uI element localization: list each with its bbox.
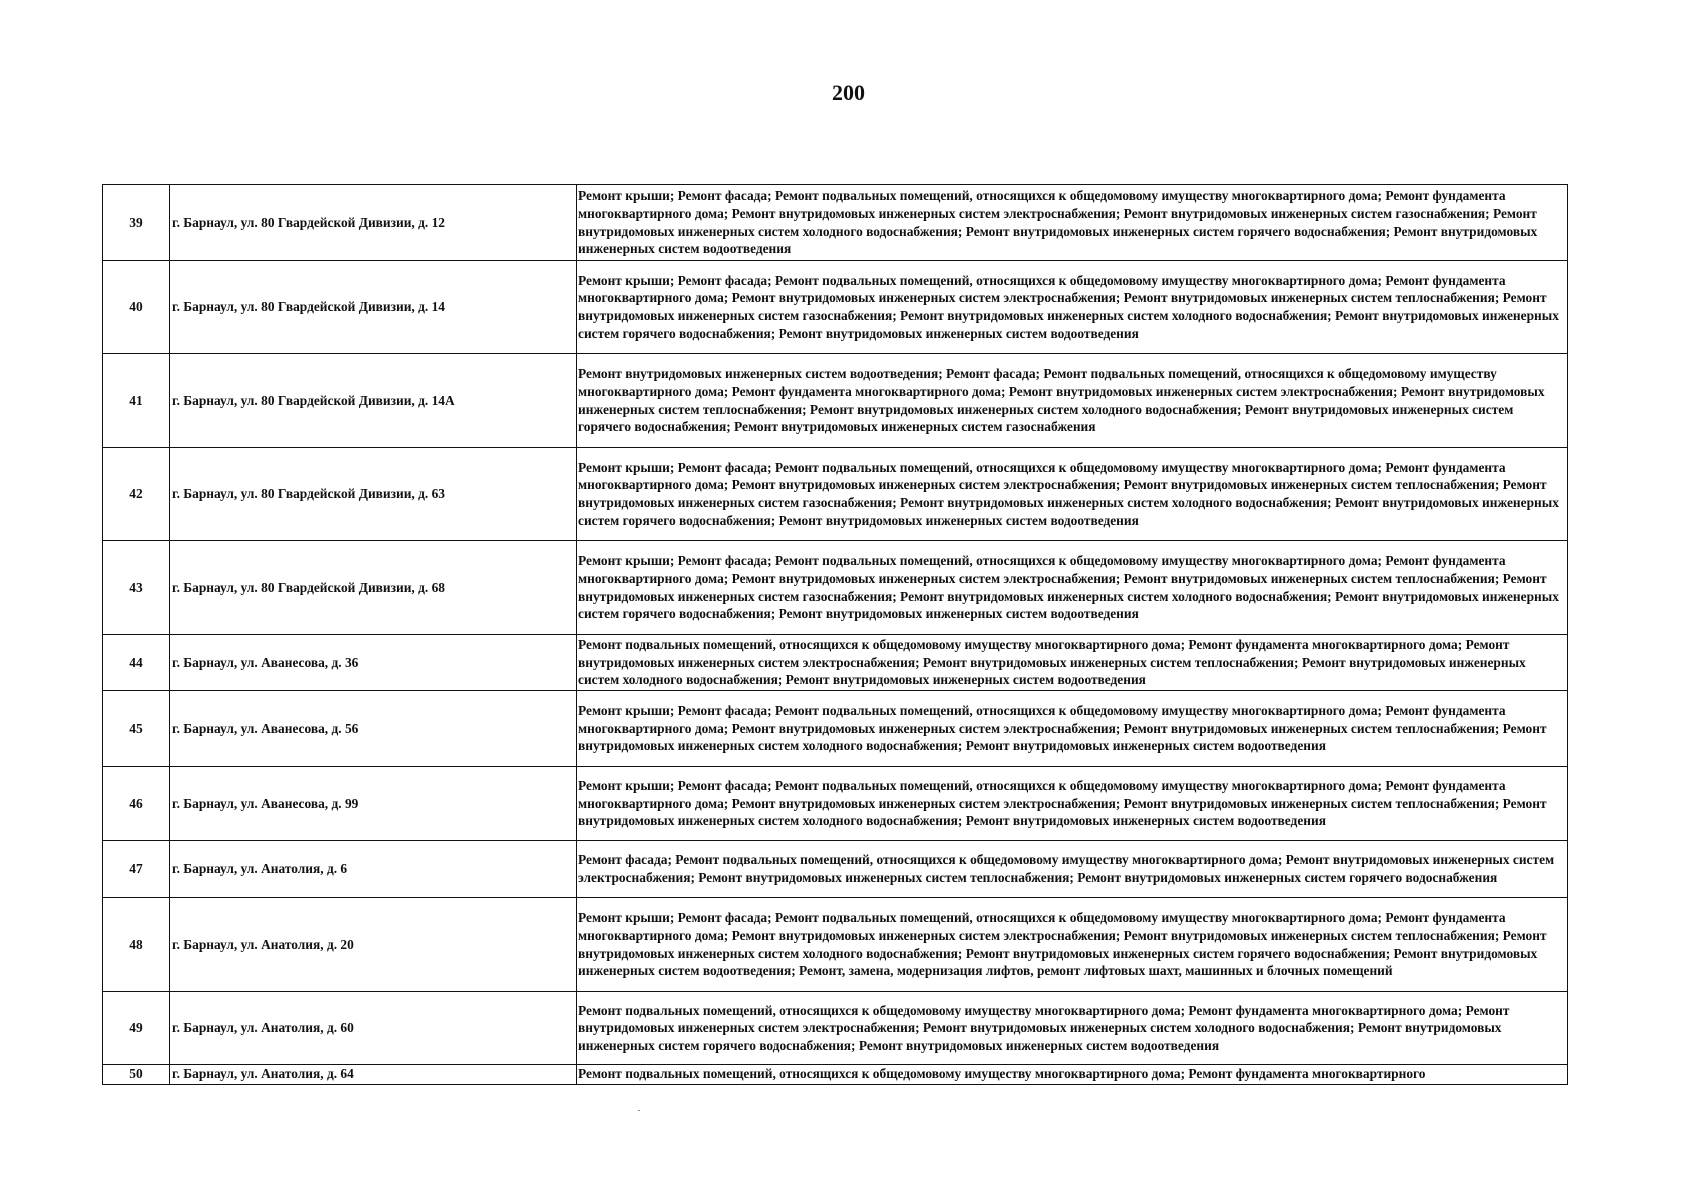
row-works: Ремонт фасада; Ремонт подвальных помещений, относящихся к общедомовому имуществу многоквартирного дома; Ремонт внутридомовых инженерных систем электроснабжения; Ремонт внутридомовых инженерных систем теплоснабжения; Ремонт внутридомовых инженерных систем горячего водоснабжения (578, 852, 1555, 885)
row-number: 50 (103, 1065, 170, 1085)
row-number: 47 (103, 841, 170, 898)
row-works-cell (577, 691, 1568, 767)
row-address: г. Барнаул, ул. 80 Гвардейской Дивизии, д. 14А (170, 354, 577, 448)
row-works: Ремонт подвальных помещений, относящихся к общедомовому имуществу многоквартирного дома; Ремонт фундамента многоквартирного дома; Ремонт внутридомовых инженерных систем электроснабжения; Ремонт внутридомовых инженерных систем теплоснабжения; Ремонт внутридомовых инженерных систем холодного водоснабжения; Ремонт внутридомовых инженерных систем водоотведения (578, 637, 1526, 688)
row-number: 39 (103, 185, 170, 261)
table-row (103, 1065, 1568, 1085)
row-works-cell (577, 261, 1568, 354)
row-address: г. Барнаул, ул. Аванесова, д. 99 (170, 767, 577, 841)
row-works-cell (577, 841, 1568, 898)
row-number: 48 (103, 898, 170, 992)
row-works-cell (577, 1065, 1568, 1085)
row-address: г. Барнаул, ул. 80 Гвардейской Дивизии, д. 68 (170, 541, 577, 635)
row-works: Ремонт крыши; Ремонт фасада; Ремонт подвальных помещений, относящихся к общедомовому имуществу многоквартирного дома; Ремонт фундамента многоквартирного дома; Ремонт внутридомовых инженерных систем электроснабжения; Ремонт внутридомовых инженерных систем газоснабжения; Ремонт внутридомовых инженерных систем холодного водоснабжения; Ремонт внутридомовых инженерных систем горячего водоснабжения; Ремонт внутридомовых инженерных систем водоотведения (578, 188, 1538, 257)
row-works: Ремонт подвальных помещений, относящихся к общедомовому имуществу многоквартирного дома; Ремонт фундамента многоквартирного (578, 1066, 1426, 1081)
scan-speck (638, 1110, 640, 1111)
row-address: г. Барнаул, ул. Анатолия, д. 20 (170, 898, 577, 992)
row-works: Ремонт внутридомовых инженерных систем водоотведения; Ремонт фасада; Ремонт подвальных помещений, относящихся к общедомовому имуществу многоквартирного дома; Ремонт фундамента многоквартирного дома; Ремонт внутридомовых инженерных систем электроснабжения; Ремонт внутридомовых инженерных систем теплоснабжения; Ремонт внутридомовых инженерных систем холодного водоснабжения; Ремонт внутридомовых инженерных систем горячего водоснабжения; Ремонт внутридомовых инженерных систем газоснабжения (578, 366, 1545, 435)
repair-works-table (102, 184, 1568, 1085)
page-number: 200 (832, 80, 865, 105)
row-works-cell (577, 635, 1568, 691)
table-row (103, 185, 1568, 261)
row-number: 41 (103, 354, 170, 448)
table-row (103, 841, 1568, 898)
row-works-cell (577, 448, 1568, 541)
table-row (103, 767, 1568, 841)
row-address: г. Барнаул, ул. 80 Гвардейской Дивизии, д. 63 (170, 448, 577, 541)
row-works: Ремонт крыши; Ремонт фасада; Ремонт подвальных помещений, относящихся к общедомовому имуществу многоквартирного дома; Ремонт фундамента многоквартирного дома; Ремонт внутридомовых инженерных систем электроснабжения; Ремонт внутридомовых инженерных систем теплоснабжения; Ремонт внутридомовых инженерных систем холодного водоснабжения; Ремонт внутридомовых инженерных систем водоотведения (578, 778, 1547, 829)
table-row (103, 898, 1568, 992)
row-works: Ремонт крыши; Ремонт фасада; Ремонт подвальных помещений, относящихся к общедомовому имуществу многоквартирного дома; Ремонт фундамента многоквартирного дома; Ремонт внутридомовых инженерных систем электроснабжения; Ремонт внутридомовых инженерных систем теплоснабжения; Ремонт внутридомовых инженерных систем холодного водоснабжения; Ремонт внутридомовых инженерных систем горячего водоснабжения; Ремонт внутридомовых инженерных систем водоотведения; Ремонт, замена, модернизация лифтов, ремонт лифтовых шахт, машинных и блочных помещений (578, 910, 1547, 979)
table-row (103, 541, 1568, 635)
table-body (103, 185, 1568, 1085)
table-row (103, 261, 1568, 354)
row-number: 44 (103, 635, 170, 691)
row-works: Ремонт крыши; Ремонт фасада; Ремонт подвальных помещений, относящихся к общедомовому имуществу многоквартирного дома; Ремонт фундамента многоквартирного дома; Ремонт внутридомовых инженерных систем электроснабжения; Ремонт внутридомовых инженерных систем теплоснабжения; Ремонт внутридомовых инженерных систем газоснабжения; Ремонт внутридомовых инженерных систем холодного водоснабжения; Ремонт внутридомовых инженерных систем горячего водоснабжения; Ремонт внутридомовых инженерных систем водоотведения (578, 272, 1559, 341)
row-address: г. Барнаул, ул. Анатолия, д. 6 (170, 841, 577, 898)
table-row (103, 635, 1568, 691)
row-works: Ремонт крыши; Ремонт фасада; Ремонт подвальных помещений, относящихся к общедомовому имуществу многоквартирного дома; Ремонт фундамента многоквартирного дома; Ремонт внутридомовых инженерных систем электроснабжения; Ремонт внутридомовых инженерных систем теплоснабжения; Ремонт внутридомовых инженерных систем газоснабжения; Ремонт внутридомовых инженерных систем холодного водоснабжения; Ремонт внутридомовых инженерных систем горячего водоснабжения; Ремонт внутридомовых инженерных систем водоотведения (578, 459, 1559, 528)
row-number: 45 (103, 691, 170, 767)
row-address: г. Барнаул, ул. 80 Гвардейской Дивизии, д. 12 (170, 185, 577, 261)
row-works: Ремонт крыши; Ремонт фасада; Ремонт подвальных помещений, относящихся к общедомовому имуществу многоквартирного дома; Ремонт фундамента многоквартирного дома; Ремонт внутридомовых инженерных систем электроснабжения; Ремонт внутридомовых инженерных систем теплоснабжения; Ремонт внутридомовых инженерных систем газоснабжения; Ремонт внутридомовых инженерных систем холодного водоснабжения; Ремонт внутридомовых инженерных систем горячего водоснабжения; Ремонт внутридомовых инженерных систем водоотведения (578, 553, 1559, 622)
row-works-cell (577, 185, 1568, 261)
row-address: г. Барнаул, ул. Аванесова, д. 36 (170, 635, 577, 691)
row-number: 42 (103, 448, 170, 541)
row-address: г. Барнаул, ул. Аванесова, д. 56 (170, 691, 577, 767)
row-address: г. Барнаул, ул. Анатолия, д. 60 (170, 992, 577, 1065)
row-works-cell (577, 992, 1568, 1065)
row-works: Ремонт подвальных помещений, относящихся к общедомовому имуществу многоквартирного дома; Ремонт фундамента многоквартирного дома; Ремонт внутридомовых инженерных систем электроснабжения; Ремонт внутридомовых инженерных систем холодного водоснабжения; Ремонт внутридомовых инженерных систем горячего водоснабжения; Ремонт внутридомовых инженерных систем водоотведения (578, 1002, 1510, 1053)
table-row (103, 992, 1568, 1065)
table-row (103, 354, 1568, 448)
row-address: г. Барнаул, ул. Анатолия, д. 64 (170, 1065, 577, 1085)
row-works-cell (577, 898, 1568, 992)
row-address: г. Барнаул, ул. 80 Гвардейской Дивизии, д. 14 (170, 261, 577, 354)
row-number: 46 (103, 767, 170, 841)
row-number: 40 (103, 261, 170, 354)
table-row (103, 448, 1568, 541)
row-works-cell (577, 541, 1568, 635)
row-works: Ремонт крыши; Ремонт фасада; Ремонт подвальных помещений, относящихся к общедомовому имуществу многоквартирного дома; Ремонт фундамента многоквартирного дома; Ремонт внутридомовых инженерных систем электроснабжения; Ремонт внутридомовых инженерных систем теплоснабжения; Ремонт внутридомовых инженерных систем холодного водоснабжения; Ремонт внутридомовых инженерных систем водоотведения (578, 703, 1547, 754)
row-number: 43 (103, 541, 170, 635)
row-number: 49 (103, 992, 170, 1065)
row-works-cell (577, 767, 1568, 841)
row-works-cell (577, 354, 1568, 448)
table-row (103, 691, 1568, 767)
